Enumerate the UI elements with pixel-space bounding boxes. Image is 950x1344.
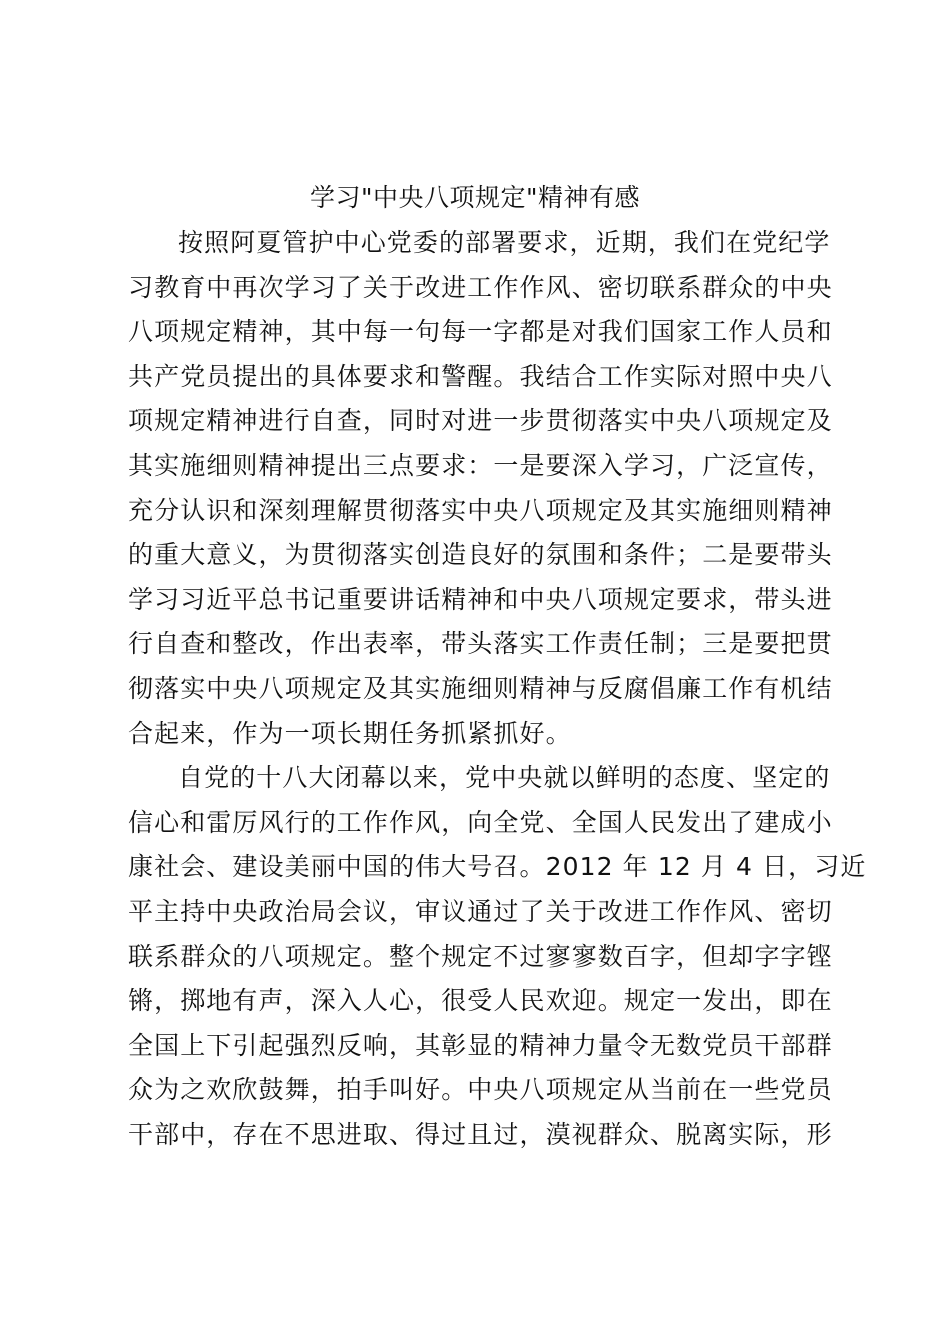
paragraph-line: 共产党员提出的具体要求和警醒。我结合工作实际对照中央八 (128, 361, 833, 391)
paragraph-line: 项规定精神进行自查，同时对进一步贯彻落实中央八项规定及 (128, 406, 833, 436)
paragraph-line: 八项规定精神，其中每一句每一字都是对我们国家工作人员和 (128, 317, 833, 347)
document-body (128, 221, 867, 1157)
paragraph-1 (128, 221, 833, 756)
paragraph-line: 干部中，存在不思进取、得过且过，漠视群众、脱离实际，形 (128, 1119, 833, 1149)
paragraph-line: 全国上下引起强烈反响，其彰显的精神力量令无数党员干部群 (128, 1030, 833, 1060)
paragraph-line: 充分认识和深刻理解贯彻落实中央八项规定及其实施细则精神 (128, 495, 833, 525)
paragraph-line: 彻落实中央八项规定及其实施细则精神与反腐倡廉工作有机结 (128, 673, 833, 703)
paragraph-line: 众为之欢欣鼓舞，拍手叫好。中央八项规定从当前在一些党员 (128, 1075, 833, 1105)
paragraph-line: 的重大意义，为贯彻落实创造良好的氛围和条件；二是要带头 (128, 540, 833, 570)
paragraph-line: 其实施细则精神提出三点要求：一是要深入学习，广泛宣传， (128, 450, 833, 480)
paragraph-line: 按照阿夏管护中心党委的部署要求，近期，我们在党纪学 (178, 228, 831, 257)
paragraph-line: 信心和雷厉风行的工作作风，向全党、全国人民发出了建成小 (128, 807, 833, 837)
document-title: 学习"中央八项规定"精神有感 (310, 183, 640, 212)
paragraph-line: 行自查和整改，作出表率，带头落实工作责任制；三是要把贯 (128, 629, 833, 659)
paragraph-line: 习教育中再次学习了关于改进工作作风、密切联系群众的中央 (128, 272, 833, 302)
paragraph-2 (128, 756, 867, 1157)
paragraph-line: 康社会、建设美丽中国的伟大号召。2012 年 12 月 4 日，习近 (128, 852, 867, 882)
paragraph-line: 合起来，作为一项长期任务抓紧抓好。 (128, 718, 572, 748)
paragraph-line: 锵，掷地有声，深入人心，很受人民欢迎。规定一发出，即在 (128, 986, 833, 1016)
paragraph-line: 学习习近平总书记重要讲话精神和中央八项规定要求，带头进 (128, 584, 833, 614)
paragraph-line: 平主持中央政治局会议，审议通过了关于改进工作作风、密切 (128, 896, 833, 926)
paragraph-line: 自党的十八大闭幕以来，党中央就以鲜明的态度、坚定的 (178, 763, 831, 793)
paragraph-line: 联系群众的八项规定。整个规定不过寥寥数百字，但却字字铿 (128, 941, 833, 971)
